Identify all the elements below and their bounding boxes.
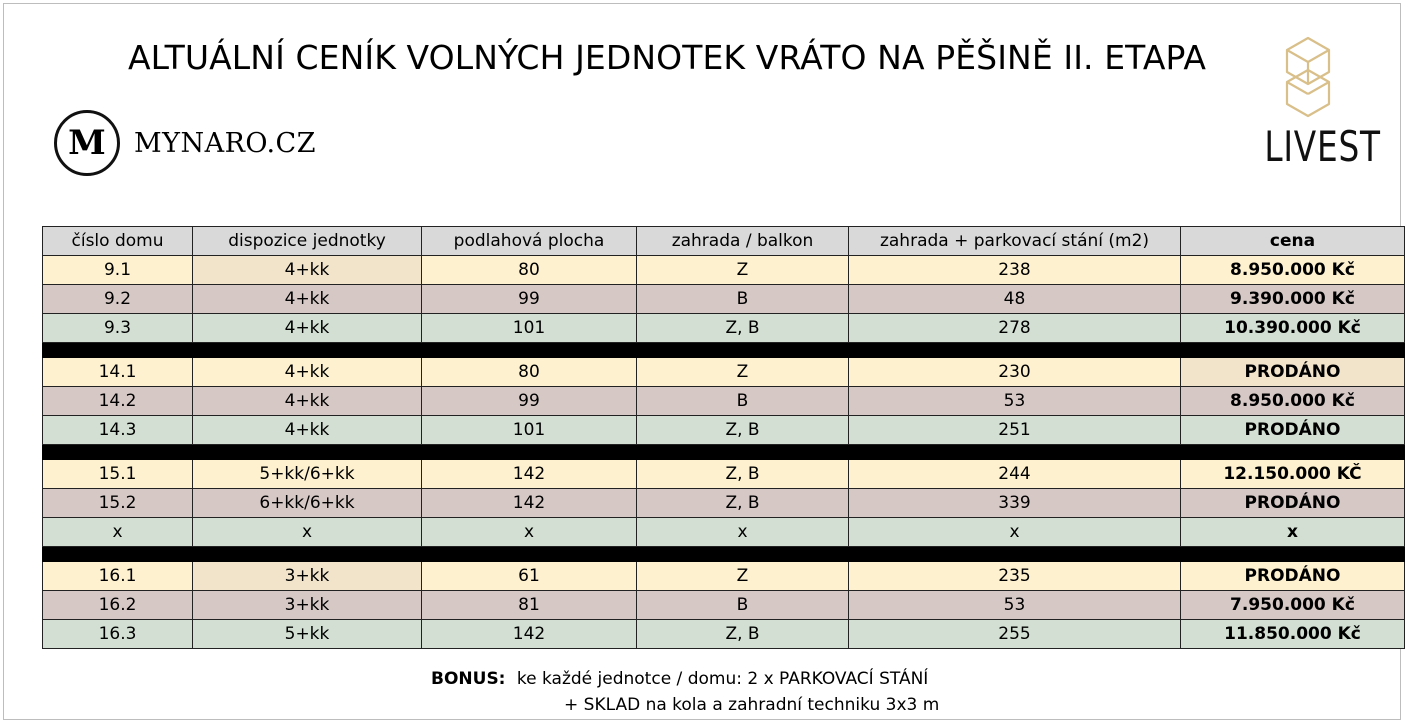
header-zahrada-balkon: zahrada / balkon <box>637 227 849 256</box>
cell-parkovani: 53 <box>849 591 1181 620</box>
cell-zahrada: B <box>637 387 849 416</box>
cell-parkovani: 53 <box>849 387 1181 416</box>
cell-plocha: 142 <box>422 620 637 649</box>
cell-plocha: 101 <box>422 314 637 343</box>
table-row <box>43 620 1405 649</box>
cell-cislo: 16.3 <box>43 620 193 649</box>
table-row <box>43 562 1405 591</box>
cell-parkovani: 235 <box>849 562 1181 591</box>
cell-dispozice: 4+kk <box>193 387 422 416</box>
cell-plocha: 80 <box>422 256 637 285</box>
cell-zahrada: x <box>637 518 849 547</box>
cell-plocha: x <box>422 518 637 547</box>
table-row <box>43 460 1405 489</box>
mynaro-mark-icon: M <box>54 110 120 176</box>
cell-cislo: 9.3 <box>43 314 193 343</box>
cell-zahrada: Z, B <box>637 620 849 649</box>
bonus-label: BONUS: <box>431 669 506 689</box>
cell-plocha: 101 <box>422 416 637 445</box>
bonus-note <box>431 666 939 718</box>
cell-dispozice: 4+kk <box>193 285 422 314</box>
cell-zahrada: Z <box>637 562 849 591</box>
table-row <box>43 358 1405 387</box>
cell-cena: PRODÁNO <box>1181 489 1405 518</box>
cell-cislo: 15.2 <box>43 489 193 518</box>
cell-dispozice: 4+kk <box>193 416 422 445</box>
group-separator <box>43 343 1405 358</box>
cell-parkovani: 255 <box>849 620 1181 649</box>
cell-zahrada: Z <box>637 256 849 285</box>
cell-dispozice: 4+kk <box>193 314 422 343</box>
cell-cena: 11.850.000 Kč <box>1181 620 1405 649</box>
cell-plocha: 81 <box>422 591 637 620</box>
header-parkovani: zahrada + parkovací stání (m2) <box>849 227 1181 256</box>
table-row <box>43 489 1405 518</box>
cell-zahrada: Z <box>637 358 849 387</box>
cell-cena: 8.950.000 Kč <box>1181 387 1405 416</box>
mynaro-logo <box>54 110 316 176</box>
cell-plocha: 99 <box>422 387 637 416</box>
cell-cislo: 16.2 <box>43 591 193 620</box>
header-cislo-domu: číslo domu <box>43 227 193 256</box>
cell-cena: PRODÁNO <box>1181 562 1405 591</box>
cell-dispozice: 3+kk <box>193 562 422 591</box>
cell-parkovani: 230 <box>849 358 1181 387</box>
cell-cena: 12.150.000 KČ <box>1181 460 1405 489</box>
cell-plocha: 142 <box>422 460 637 489</box>
header-dispozice: dispozice jednotky <box>193 227 422 256</box>
cell-parkovani: 251 <box>849 416 1181 445</box>
cell-parkovani: 238 <box>849 256 1181 285</box>
group-separator <box>43 547 1405 562</box>
cell-dispozice: 4+kk <box>193 358 422 387</box>
cell-cislo: 14.1 <box>43 358 193 387</box>
cell-cislo: 15.1 <box>43 460 193 489</box>
cell-cena: x <box>1181 518 1405 547</box>
cell-plocha: 99 <box>422 285 637 314</box>
price-table <box>42 226 1405 649</box>
cell-cena: PRODÁNO <box>1181 416 1405 445</box>
cell-cislo: 9.2 <box>43 285 193 314</box>
cell-cena: PRODÁNO <box>1181 358 1405 387</box>
cell-parkovani: 339 <box>849 489 1181 518</box>
cell-cislo: 14.2 <box>43 387 193 416</box>
cell-dispozice: 5+kk <box>193 620 422 649</box>
bonus-line-1 <box>431 666 939 692</box>
cell-zahrada: Z, B <box>637 460 849 489</box>
cell-zahrada: B <box>637 285 849 314</box>
cell-parkovani: x <box>849 518 1181 547</box>
cell-cislo: 16.1 <box>43 562 193 591</box>
cell-dispozice: x <box>193 518 422 547</box>
livest-logo-text: LIVEST <box>1264 122 1381 171</box>
cell-cena: 9.390.000 Kč <box>1181 285 1405 314</box>
livest-logo <box>1252 36 1381 171</box>
cell-zahrada: Z, B <box>637 314 849 343</box>
table-row <box>43 314 1405 343</box>
mynaro-logo-text: MYNARO.CZ <box>134 127 316 159</box>
cell-cena: 7.950.000 Kč <box>1181 591 1405 620</box>
cell-plocha: 80 <box>422 358 637 387</box>
cell-parkovani: 48 <box>849 285 1181 314</box>
table-row <box>43 416 1405 445</box>
cell-parkovani: 278 <box>849 314 1181 343</box>
table-header-row <box>43 227 1405 256</box>
cell-cena: 8.950.000 Kč <box>1181 256 1405 285</box>
cell-zahrada: Z, B <box>637 416 849 445</box>
cell-cena: 10.390.000 Kč <box>1181 314 1405 343</box>
cell-dispozice: 4+kk <box>193 256 422 285</box>
bonus-text-1: ke každé jednotce / domu: 2 x PARKOVACÍ STÁNÍ <box>516 669 929 689</box>
header-plocha: podlahová plocha <box>422 227 637 256</box>
cell-parkovani: 244 <box>849 460 1181 489</box>
cell-dispozice: 6+kk/6+kk <box>193 489 422 518</box>
cell-zahrada: B <box>637 591 849 620</box>
cell-dispozice: 3+kk <box>193 591 422 620</box>
table-row <box>43 387 1405 416</box>
table-row <box>43 256 1405 285</box>
cell-zahrada: Z, B <box>637 489 849 518</box>
cell-dispozice: 5+kk/6+kk <box>193 460 422 489</box>
cell-plocha: 61 <box>422 562 637 591</box>
group-separator <box>43 445 1405 460</box>
header-cena: cena <box>1181 227 1405 256</box>
table-row <box>43 591 1405 620</box>
table-row <box>43 518 1405 547</box>
cell-cislo: 9.1 <box>43 256 193 285</box>
cell-plocha: 142 <box>422 489 637 518</box>
table-row <box>43 285 1405 314</box>
cell-cislo: x <box>43 518 193 547</box>
livest-hexagon-icon <box>1283 36 1333 118</box>
cell-cislo: 14.3 <box>43 416 193 445</box>
bonus-text-2: + SKLAD na kola a zahradní techniku 3x3 m <box>564 695 940 715</box>
page-title: ALTUÁLNÍ CENÍK VOLNÝCH JEDNOTEK VRÁTO NA PĚŠINĚ II. ETAPA <box>128 38 1207 77</box>
